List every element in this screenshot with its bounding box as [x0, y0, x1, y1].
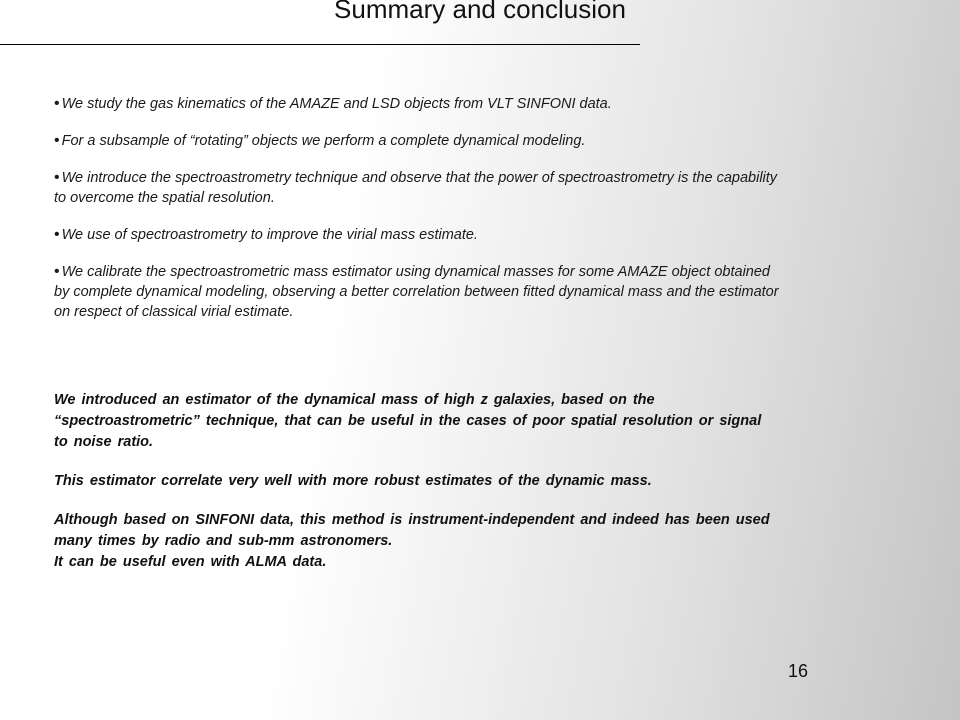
- conclusion-paragraph: We introduced an estimator of the dynamical mass of high z galaxies, based on the “spectroastrometric” technique, that can be useful in the cases of poor spatial resolution or signal to noise ratio.: [54, 392, 762, 450]
- conclusion-paragraph: This estimator correlate very well with more robust estimates of the dynamic mass.: [54, 473, 652, 489]
- conclusion-text: Although based on SINFONI data, this method is instrument-independent and indeed has been used many times by radio and sub-mm astronomers.: [54, 512, 770, 549]
- bullet-text: We calibrate the spectroastrometric mass estimator using dynamical masses for some AMAZE object obtained by complete dynamical modeling, observing a better correlation between fitted dynamical mass and the estimator on respect of classical virial estimate.: [54, 264, 779, 320]
- bullet-marker: •: [54, 169, 60, 186]
- bullet-marker: •: [54, 95, 60, 112]
- conclusion-block: [54, 390, 774, 573]
- summary-bullet: [54, 225, 784, 245]
- summary-bullet-list: [54, 94, 784, 339]
- bullet-text: For a subsample of “rotating” objects we perform a complete dynamical modeling.: [61, 133, 586, 149]
- conclusion-text: It can be useful even with ALMA data.: [54, 554, 327, 570]
- bullet-marker: •: [54, 263, 60, 280]
- bullet-marker: •: [54, 132, 60, 149]
- summary-bullet: [54, 168, 784, 208]
- page-number: 16: [788, 661, 809, 681]
- bullet-marker: •: [54, 226, 60, 243]
- slide-title: Summary and conclusion: [334, 0, 626, 24]
- summary-bullet: [54, 131, 784, 151]
- summary-bullet: [54, 94, 784, 114]
- bullet-text: We study the gas kinematics of the AMAZE and LSD objects from VLT SINFONI data.: [61, 96, 612, 112]
- bullet-text: We introduce the spectroastrometry technique and observe that the power of spectroastrometry is the capability to overcome the spatial resolution.: [54, 170, 778, 206]
- summary-bullet: [54, 262, 784, 322]
- title-underline: [0, 44, 640, 45]
- conclusion-paragraph: [54, 510, 774, 573]
- bullet-text: We use of spectroastrometry to improve the virial mass estimate.: [61, 227, 478, 243]
